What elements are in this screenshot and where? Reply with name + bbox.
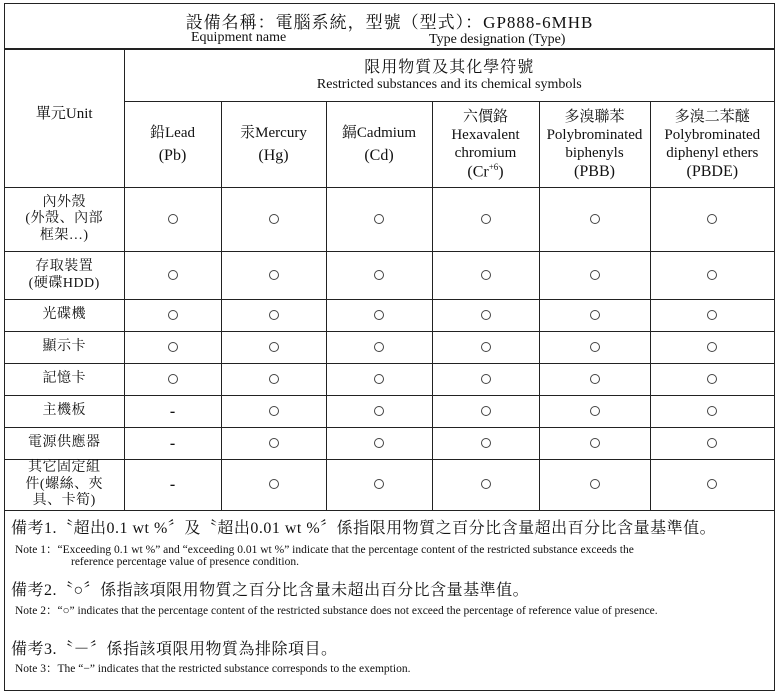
value-cell-hexavalent-chromium xyxy=(432,364,539,396)
value-cell-mercury xyxy=(221,332,326,364)
value-cell-pbb xyxy=(539,428,650,460)
not-exceed-circle-icon xyxy=(374,479,384,489)
substance-name-zh: 六價鉻 xyxy=(462,108,508,125)
value-cell-hexavalent-chromium xyxy=(432,428,539,460)
value-cell-pbde xyxy=(650,460,774,511)
not-exceed-circle-icon xyxy=(269,270,279,280)
not-exceed-circle-icon xyxy=(269,214,279,224)
substance-name: 汞Mercury xyxy=(240,124,307,141)
table-row xyxy=(5,364,774,396)
note-1-zh: 備考1.〝超出0.1 wt %〞及〝超出0.01 wt %〞係指限用物質之百分比含量超出百分比含量基準值。 xyxy=(11,520,717,537)
unit-column-header: 單元Unit xyxy=(5,50,124,188)
not-exceed-circle-icon xyxy=(168,310,178,320)
value-cell-pbb xyxy=(539,300,650,332)
substance-name-zh: 多溴二苯醚 xyxy=(674,108,750,125)
unit-label-line: 主機板 xyxy=(42,403,86,419)
unit-cell xyxy=(5,396,124,428)
substance-name-en: Polybrominated xyxy=(664,126,761,143)
not-exceed-circle-icon xyxy=(269,438,279,448)
substance-header-pbde xyxy=(650,102,774,188)
value-cell-lead xyxy=(124,364,221,396)
value-cell-cadmium xyxy=(326,460,432,511)
unit-label-line: 框架…) xyxy=(39,227,89,243)
value-cell-hexavalent-chromium xyxy=(432,300,539,332)
value-cell-mercury xyxy=(221,252,326,300)
substance-symbol: $(Cr^{+6})$ xyxy=(467,161,504,181)
not-exceed-circle-icon xyxy=(374,214,384,224)
not-exceed-circle-icon xyxy=(590,438,600,448)
exemption-dash-mark: - xyxy=(169,476,176,494)
not-exceed-circle-icon xyxy=(590,342,600,352)
title-equipment-model: 設備名稱：電腦系統，型號（型式）：GP888-6MHB xyxy=(185,13,594,32)
not-exceed-circle-icon xyxy=(707,214,717,224)
value-cell-mercury xyxy=(221,188,326,252)
title-equipment-name-en: Equipment name xyxy=(191,30,287,45)
not-exceed-circle-icon xyxy=(168,270,178,280)
note-2-zh: 備考2.〝○〞係指該項限用物質之百分比含量未超出百分比含量基準值。 xyxy=(11,582,530,599)
value-cell-pbde xyxy=(650,332,774,364)
substance-header-lead xyxy=(124,102,221,188)
substance-name-en: biphenyls xyxy=(565,144,624,161)
value-cell-cadmium xyxy=(326,300,432,332)
value-cell-cadmium xyxy=(326,396,432,428)
table-body xyxy=(5,188,774,511)
substance-symbol: (Cd) xyxy=(364,146,394,164)
unit-label-line: 其它固定組 xyxy=(28,460,101,475)
value-cell-pbde xyxy=(650,188,774,252)
not-exceed-circle-icon xyxy=(374,342,384,352)
value-cell-pbb xyxy=(539,460,650,511)
unit-label-line: 內外殼 xyxy=(42,194,86,210)
value-cell-hexavalent-chromium xyxy=(432,460,539,511)
value-cell-hexavalent-chromium xyxy=(432,396,539,428)
exemption-dash-mark: - xyxy=(169,402,176,420)
substance-symbol: (Pb) xyxy=(158,146,187,164)
substance-header-pbb xyxy=(539,102,650,188)
value-cell-pbde xyxy=(650,300,774,332)
not-exceed-circle-icon xyxy=(481,406,491,416)
not-exceed-circle-icon xyxy=(590,310,600,320)
value-cell-mercury xyxy=(221,428,326,460)
value-cell-hexavalent-chromium xyxy=(432,252,539,300)
value-cell-pbb xyxy=(539,396,650,428)
not-exceed-circle-icon xyxy=(590,214,600,224)
value-cell-pbb xyxy=(539,252,650,300)
substance-header-cadmium xyxy=(326,102,432,188)
not-exceed-circle-icon xyxy=(481,270,491,280)
not-exceed-circle-icon xyxy=(707,438,717,448)
unit-cell xyxy=(5,428,124,460)
value-cell-hexavalent-chromium xyxy=(432,188,539,252)
value-cell-pbde xyxy=(650,252,774,300)
value-cell-pbb xyxy=(539,364,650,396)
not-exceed-circle-icon xyxy=(707,374,717,384)
unit-label-line: 記憶卡 xyxy=(42,371,86,387)
substance-header-mercury xyxy=(221,102,326,188)
unit-label-line: 電源供應器 xyxy=(28,435,101,451)
not-exceed-circle-icon xyxy=(374,438,384,448)
table-row xyxy=(5,252,774,300)
not-exceed-circle-icon xyxy=(481,214,491,224)
unit-label-line: (外殼、內部 xyxy=(25,211,104,227)
not-exceed-circle-icon xyxy=(168,374,178,384)
value-cell-cadmium xyxy=(326,252,432,300)
note-2-en: Note 2：“○” indicates that the percentage content of the restricted substance does not exceed the percentage of reference value of presence. xyxy=(15,605,658,617)
value-cell-lead xyxy=(124,332,221,364)
value-cell-cadmium xyxy=(326,188,432,252)
not-exceed-circle-icon xyxy=(374,270,384,280)
substance-name-en: diphenyl ethers xyxy=(666,144,759,161)
unit-label-line: 顯示卡 xyxy=(42,339,86,355)
value-cell-cadmium xyxy=(326,364,432,396)
value-cell-lead xyxy=(124,428,221,460)
substance-name-en: Polybrominated xyxy=(546,126,643,143)
substance-symbol: (PBB) xyxy=(574,162,615,180)
not-exceed-circle-icon xyxy=(707,310,717,320)
not-exceed-circle-icon xyxy=(590,270,600,280)
note-3-en: Note 3：The “−” indicates that the restricted substance corresponds to the exemption. xyxy=(15,663,411,675)
not-exceed-circle-icon xyxy=(481,374,491,384)
value-cell-lead xyxy=(124,300,221,332)
not-exceed-circle-icon xyxy=(269,479,279,489)
not-exceed-circle-icon xyxy=(707,270,717,280)
restricted-substances-zh: 限用物質及其化學符號 xyxy=(364,58,535,76)
note-1-en: Note 1：“Exceeding 0.1 wt %” and “exceeding 0.01 wt %” indicate that the percentage content of the restricted substance exceeds the xyxy=(15,544,634,556)
not-exceed-circle-icon xyxy=(481,342,491,352)
not-exceed-circle-icon xyxy=(374,310,384,320)
table-row xyxy=(5,300,774,332)
not-exceed-circle-icon xyxy=(269,374,279,384)
table-row xyxy=(5,460,774,511)
unit-cell xyxy=(5,332,124,364)
value-cell-pbde xyxy=(650,396,774,428)
unit-label-line: 光碟機 xyxy=(42,307,86,323)
value-cell-lead xyxy=(124,252,221,300)
value-cell-pbde xyxy=(650,428,774,460)
table-row xyxy=(5,428,774,460)
unit-cell xyxy=(5,460,124,511)
value-cell-cadmium xyxy=(326,428,432,460)
restricted-substances-table xyxy=(5,49,774,511)
not-exceed-circle-icon xyxy=(481,479,491,489)
not-exceed-circle-icon xyxy=(269,406,279,416)
not-exceed-circle-icon xyxy=(481,438,491,448)
restricted-substances-en: Restricted substances and its chemical symbols xyxy=(316,76,582,92)
note-1-en-continued: reference percentage value of presence condition. xyxy=(71,556,299,568)
value-cell-mercury xyxy=(221,460,326,511)
unit-label-line: 具、卡筍) xyxy=(32,493,96,509)
title-block xyxy=(5,4,774,49)
value-cell-hexavalent-chromium xyxy=(432,332,539,364)
not-exceed-circle-icon xyxy=(374,374,384,384)
value-cell-mercury xyxy=(221,396,326,428)
substance-name-zh: 多溴聯苯 xyxy=(564,108,625,125)
not-exceed-circle-icon xyxy=(374,406,384,416)
value-cell-lead xyxy=(124,188,221,252)
restricted-substances-header xyxy=(124,50,774,102)
table-row xyxy=(5,332,774,364)
value-cell-pbb xyxy=(539,332,650,364)
unit-label-line: 存取裝置 xyxy=(35,258,94,274)
not-exceed-circle-icon xyxy=(168,214,178,224)
not-exceed-circle-icon xyxy=(707,479,717,489)
unit-cell xyxy=(5,252,124,300)
substance-header-hexavalent-chromium xyxy=(432,102,539,188)
table-row xyxy=(5,188,774,252)
table-row xyxy=(5,396,774,428)
value-cell-lead xyxy=(124,396,221,428)
rohs-declaration-sheet xyxy=(4,3,775,691)
substance-name: 鉛Lead xyxy=(150,124,195,141)
value-cell-pbb xyxy=(539,188,650,252)
not-exceed-circle-icon xyxy=(590,406,600,416)
unit-cell xyxy=(5,300,124,332)
not-exceed-circle-icon xyxy=(590,374,600,384)
not-exceed-circle-icon xyxy=(168,342,178,352)
value-cell-lead xyxy=(124,460,221,511)
not-exceed-circle-icon xyxy=(481,310,491,320)
not-exceed-circle-icon xyxy=(590,479,600,489)
unit-cell xyxy=(5,188,124,252)
not-exceed-circle-icon xyxy=(269,310,279,320)
value-cell-pbde xyxy=(650,364,774,396)
unit-label-line: 件(螺絲、夾 xyxy=(25,476,104,492)
unit-label-line: (硬碟HDD) xyxy=(28,275,100,291)
title-type-designation-en: Type designation (Type) xyxy=(429,32,566,47)
not-exceed-circle-icon xyxy=(707,342,717,352)
substance-symbol: (PBDE) xyxy=(686,162,739,180)
unit-cell xyxy=(5,364,124,396)
note-3-zh: 備考3.〝－〞係指該項限用物質為排除項目。 xyxy=(11,641,338,658)
not-exceed-circle-icon xyxy=(269,342,279,352)
substance-symbol: (Hg) xyxy=(258,146,289,164)
value-cell-cadmium xyxy=(326,332,432,364)
not-exceed-circle-icon xyxy=(707,406,717,416)
value-cell-mercury xyxy=(221,300,326,332)
value-cell-mercury xyxy=(221,364,326,396)
substance-name-en: chromium xyxy=(454,144,517,161)
substance-name-en: Hexavalent xyxy=(451,126,520,143)
substance-name: 鎘Cadmium xyxy=(341,124,417,141)
exemption-dash-mark: - xyxy=(169,434,176,452)
